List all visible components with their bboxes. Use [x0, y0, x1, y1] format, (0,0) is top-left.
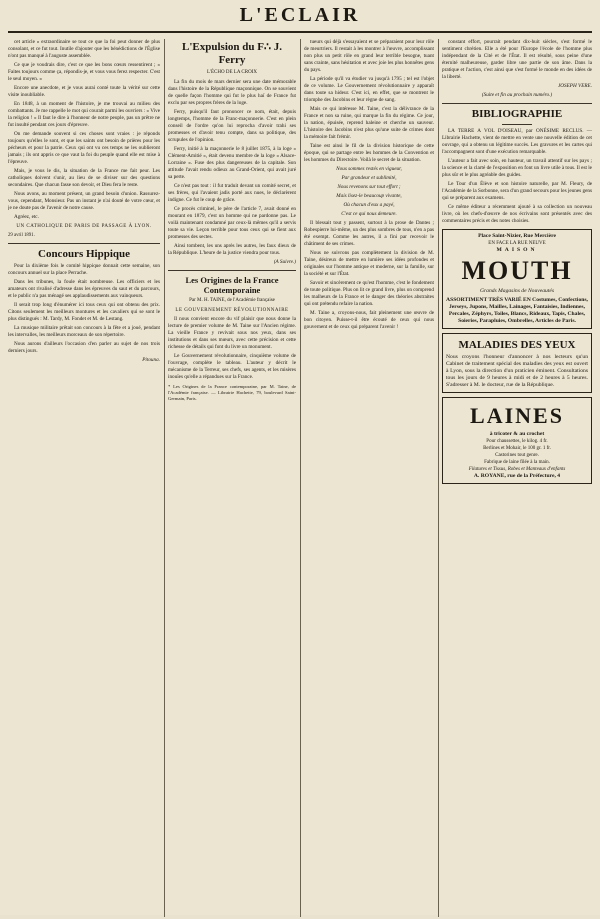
signoff: UN CATHOLIQUE DE PARIS DE PASSAGE À LYON. [16, 224, 152, 229]
paragraph: On me demande souvent si ces choses sont vraies : je réponds toujours qu'elles le sont, et que les saints ont besoin de prières pour les pécheurs et pour la patrie. Ceux qui ont vu ces temps ne les oublieront jamais ; ils ont appris ce que vaut la foi du peuple quand elle est mise à l'épreuve. [8, 131, 160, 165]
paragraph: Mais ce qui intéresse M. Taine, c'est la délivrance de la France et non sa ruine, qui marque la fin du régime. Ce jour, la nation, épuisée, reprend haleine et cherche un sauveur. L'histoire des Jacobins n'est plus qu'une suite de crimes dont la mémoire fait frémir. [304, 106, 434, 140]
verse-line: Mais lisez-le beaucoup vivante, [336, 193, 402, 199]
paragraph: Ce même éditeur a récemment ajouté à sa collection un nouveau livre, où les chefs-d'œuvre de nos écrivains sont présentés avec des commentaires précis et des notes choisies. [442, 204, 592, 224]
advertisement-maladies [442, 333, 592, 393]
paragraph: Il nous convient encore du vif plaisir que nous donne la lecture de premier volume de M. Taine sur l'Ancien régime. La vieille France y revivait sous nos yeux, dans ses institutions et dans ses mœurs, avec cette précision et cette richesse de détails qui font du livre un monument. [168, 316, 296, 350]
ad-title: MALADIES DES YEUX [458, 339, 576, 351]
signature: (A Suivre.) [273, 259, 296, 265]
ad-brand: LAINES [470, 403, 564, 428]
ad-label: MAISON [496, 247, 538, 253]
ad-list-item: Berlines et Mohair, le 100 gr. 1 fr. [483, 446, 551, 451]
ad-subtitle: à tricoter & au crochet [489, 431, 545, 437]
paragraph: Ainsi tombent, les uns après les autres, les faux dieux de la République. L'heure de la justice viendra pour tous. [168, 243, 296, 256]
advertisement-mouth [442, 229, 592, 329]
article-title: Les Origines de la France Contemporaine [185, 275, 279, 295]
paragraph: La fin du mois de mars dernier sera une date mémorable dans l'histoire de la République maçonnique. On se souvient de quelle façon l'homme qui fut le plus haï de France fut exclu par ses propres frères de la loge. [168, 79, 296, 106]
divider [502, 124, 532, 125]
verse-line: Nous revenons sur tout effort ; [337, 184, 401, 190]
paragraph: En 1848, à un moment de l'histoire, je me trouvai au milieu des combattants. Je me rappelle le mot qui courait parmi les ouvriers : « Vive la religion ! » Il faut le dire à l'honneur de notre peuple, pas un prêtre ne fut insulté pendant ces jours d'épreuve. [8, 101, 160, 128]
section-heading: LE GOUVERNEMENT RÉVOLUTIONNAIRE [175, 308, 289, 313]
column-1 [8, 39, 160, 917]
ad-address-sub: EN FACE LA RUE NEUVE [488, 241, 546, 246]
ad-list-item: Fabrique de laine filée à la main. [484, 460, 550, 465]
divider [168, 270, 296, 271]
verse-line: Où chacun d'eux a payé, [343, 202, 395, 208]
article-title: L'Expulsion du F∴ J. Ferry [182, 41, 282, 66]
paragraph: Nous aurons d'ailleurs l'occasion d'en parler au sujet de nos trois derniers jours. [8, 341, 160, 354]
section-title: BIBLIOGRAPHIE [471, 108, 563, 120]
continuation-note: (Suite et fin au prochain numéro.) [481, 92, 553, 98]
paragraph: Le Tour d'un Élève et son histoire naturelle, par M. Fleury, de l'Académie de la Sorbonne, sera d'un grand secours pour les jeunes gens qui se préparent aux examens. [442, 181, 592, 201]
paragraph: Encore une anecdote, et je vous aurai conté toute la vérité sur cette visite inoubliable. [8, 85, 160, 98]
ad-body: Nous croyons l'honneur d'annoncer à nos lecteurs qu'un Cabinet de traitement spécial des maladies des yeux est ouvert à Lyon, sous la direction d'un praticien éminent. Consultations tous les jours de 9 heures à midi et de 2 heures à 5 heures. S'adresser à M. le docteur, rue de la République. [446, 354, 588, 388]
paragraph: LA TERRE A VOL D'OISEAU, par ONÉSIME RECLUS. — Librairie Hachette, vient de mettre en vente une nouvelle édition de cet ouvrage, qui a obtenu un légitime succès. Les gravures et les cartes qui l'accompagnent sont d'une exécution remarquable. [442, 128, 592, 155]
paragraph: Ferry, puisqu'il faut prononcer ce nom, était, depuis longtemps, l'homme de la Franc-maçonnerie. C'est en plein conseil de l'ordre qu'on lui reprocha d'avoir trahi ses promesses et d'avoir tenu compte, dans sa politique, des scrupules de l'opinion. [168, 109, 296, 143]
paragraph: Nous avons, au moment présent, un grand besoin d'union. Rassurez-vous, cependant, Monsieur. Pas un instant je n'ai douté de votre cœur, et je ne doute pas de l'avenir de notre cause. [8, 191, 160, 211]
paragraph: Taine est ainsi le fil de la division historique de cette époque, qui se partage entre les hommes de la Convention et les hommes du Directoire. Voilà le secret de la situation. [304, 143, 434, 163]
ad-address: Place Saint-Nizier, Rue Mercière [478, 233, 556, 239]
ad-address: A. ROYANE, rue de la Préfecture, 4 [473, 473, 561, 479]
signature: Pitouna. [142, 357, 160, 363]
column-rule [438, 39, 439, 917]
verse-line: Nous sommes restés en vigueur, [336, 166, 402, 172]
article-subtitle: L'ÉCHO DE LA CROIX [207, 70, 257, 75]
paragraph: Ce procès criminel, le père de l'article 7, avait donné en mourant en 1879, c'est un homme qui ne pardonne pas. Le voilà maintenant condamné par ceux-là mêmes qu'il a servis toute sa vie. Leçon terrible pour tous ceux qui se fient aux promesses des sectes. [168, 206, 296, 240]
paragraph: Nous ne suivrons pas complètement la division de M. Taine, désireux de mettre en lumière ses idées profondes et originales sur l'homme antique et moderne, sur la famille, sur la société et sur l'État. [304, 250, 434, 277]
ad-list-item: Pour chaussettes, le kilog. 4 fr. [486, 439, 548, 444]
article-subtitle: Par M. H. TAINE, de l'Académie française [189, 298, 275, 303]
ad-body: ASSORTIMENT TRÈS VARIÉ EN Costumes, Confections, Jerseys, Jupons, Mailles, Lainages, Fantaisies, Indiennes, Percales, Zéphyrs, Toiles, Blancs, Rideaux, Tapis, Chales, Soieries, Parapluies, Ombrelles, Articles de Paris. [446, 297, 588, 324]
paragraph: tueurs qui déjà s'essayaient et se préparaient pour leur rôle de meurtriers. Il restait à les montrer à l'œuvre, accomplissant non plus un petit rôle en grand leur terrible besogne, tuant sans crainte, sans hésitation et avec joie les plus honnêtes gens du pays. [304, 39, 434, 73]
paragraph: L'auteur a fait avec soin, en hauteur, un travail attentif sur les pays ; la science et la clarté de l'exposition en font un livre utile à tous. Il est le plus sûr et le plus agréable des guides. [442, 158, 592, 178]
ad-tagline: Filatures et Tissus, Robes et Manteaux d'enfants [468, 467, 566, 472]
article-title: Concours Hippique [38, 248, 130, 260]
paragraph: constant effort, pourrait pendant dix-huit siècles, s'est formé le sentiment chrétien. Elle a été pour l'Europe l'école de l'homme plus indépendant de la Cité et de l'État. Il est résulté, sous peine d'une éternité malheureuse, garder libre une partie de son âme. Dans la pratique et l'action, c'est ainsi que s'est formé le monde en des idées de la liberté. [442, 39, 592, 80]
paragraph: cet article « extraordinaire se tout ce que la foi peut donner de plus consolant, et ce fut tout. Inutile d'ajouter que les bénédictions de l'Église n'ont pas manqué à l'auguste assemblée. [8, 39, 160, 59]
verse-line: C'est ce qui nous demeure. [341, 211, 397, 217]
column-rule [164, 39, 165, 917]
verse-line: Par grandeur et sublimité, [341, 175, 397, 181]
paragraph: Dans les tribunes, la foule était nombreuse. Les officiers et les amateurs ont rivalisé d'adresse dans les épreuves du saut et du parcours, et le public n'a pas ménagé ses applaudissements aux vainqueurs. [8, 279, 160, 299]
paragraph: Il serait trop long d'énumérer ici tous ceux qui ont obtenu des prix. Citons seulement les meilleurs montures et les cavaliers qui se sont le plus distingués : M. Tardy, M. Fondet et M. de Lestang. [8, 302, 160, 322]
divider [442, 103, 592, 104]
paragraph: Mais, je vous le dis, la situation de la France me fait peur. Les catholiques doivent s'unir, au lieu de se diviser sur des questions secondaires. Que chacun fasse son devoir, et Dieu fera le reste. [8, 168, 160, 188]
column-2 [168, 39, 296, 917]
advertisement-laines [442, 397, 592, 484]
ad-list-item: Castorines tout genre. [495, 453, 539, 458]
column-4 [442, 39, 592, 917]
ad-subtitle: Grands Magasins de Nouveautés [479, 288, 555, 294]
paragraph: M. Taine a, croyons-nous, fait pleinement une œuvre de bon citoyen. Puisse-t-il être écouté de ceux qui nous gouvernent et de ceux qui préparent l'avenir ! [304, 310, 434, 330]
footnote: * Les Origines de la France contemporaine, par M. Taine, de l'Académie française. — Librairie Hachette, 79, boulevard Saint-Germain, Paris. [168, 384, 296, 401]
divider [8, 243, 160, 244]
paragraph: Agréez, etc. [14, 214, 39, 220]
paragraph: Le Gouvernement révolutionnaire, cinquième volume de l'ouvrage, complète le tableau. L'auteur y décrit le mécanisme de la Terreur, ses chefs, ses agents, et les misères inouïes qu'elle a répandues sur la France. [168, 353, 296, 380]
ad-brand: MOUTH [461, 256, 573, 285]
masthead: L'ECLAIR [8, 4, 592, 33]
column-3 [304, 39, 434, 917]
paragraph: Il blessait tout y passent, surtout à la prose de Dantes ; Robespierre lui-même, un des plus sombres de tous, n'en a pas été exempt. Comme les autres, il a fini par recevoir le châtiment de ses crimes. [304, 220, 434, 247]
paragraph: Ce que je voudrais dire, c'est ce que les bons cœurs ressentirent ; « Faites toujours comme ça, répondis-je, et vous vous ferez respecter. C'est le seul moyen. » [8, 62, 160, 82]
dateline: 29 avril 1891. [8, 233, 35, 238]
columns [8, 39, 592, 919]
paragraph: Savoir et sincèrement ce qu'est l'homme, c'est le fondement de toute politique. Plus on lit ce grand livre, plus on comprend les malheurs de la France et le danger des théories abstraites qui ont prétendu refaire la nation. [304, 280, 434, 307]
signature: JOSEPH VERE. [558, 83, 592, 89]
column-rule [300, 39, 301, 917]
paragraph: Ferry, initié à la maçonnerie le 8 juillet 1875, à la loge « Clément-Amitié », était devenu membre de la loge « Alsace-Lorraine ». Fuse des plus dangereuses de la capitale. Son attitude l'avait rendu odieux au Grand-Orient, qui avait juré sa perte. [168, 146, 296, 180]
paragraph: Pour la dixième fois le comité hippique donnait cette semaine, son concours annuel sur la place Perrache. [8, 263, 160, 276]
paragraph: Ce n'est pas tout : il fut traduit devant un comité secret, et ses frères, qui l'avaient jadis porté aux nues, le déclarèrent indigne. Ce fut le coup de grâce. [168, 183, 296, 203]
paragraph: La période qu'il va étudier va jusqu'à 1795 ; tel est l'objet de ce volume. Le Gouvernement révolutionnaire y apparaît dans toute sa hideur. C'est ici, en effet, que se montrent le triomphe des Jacobins et leur règne de sang. [304, 76, 434, 103]
paragraph: La musique militaire prêtait son concours à la fête et a joué, pendant les intervalles, les meilleurs morceaux de son répertoire. [8, 325, 160, 338]
